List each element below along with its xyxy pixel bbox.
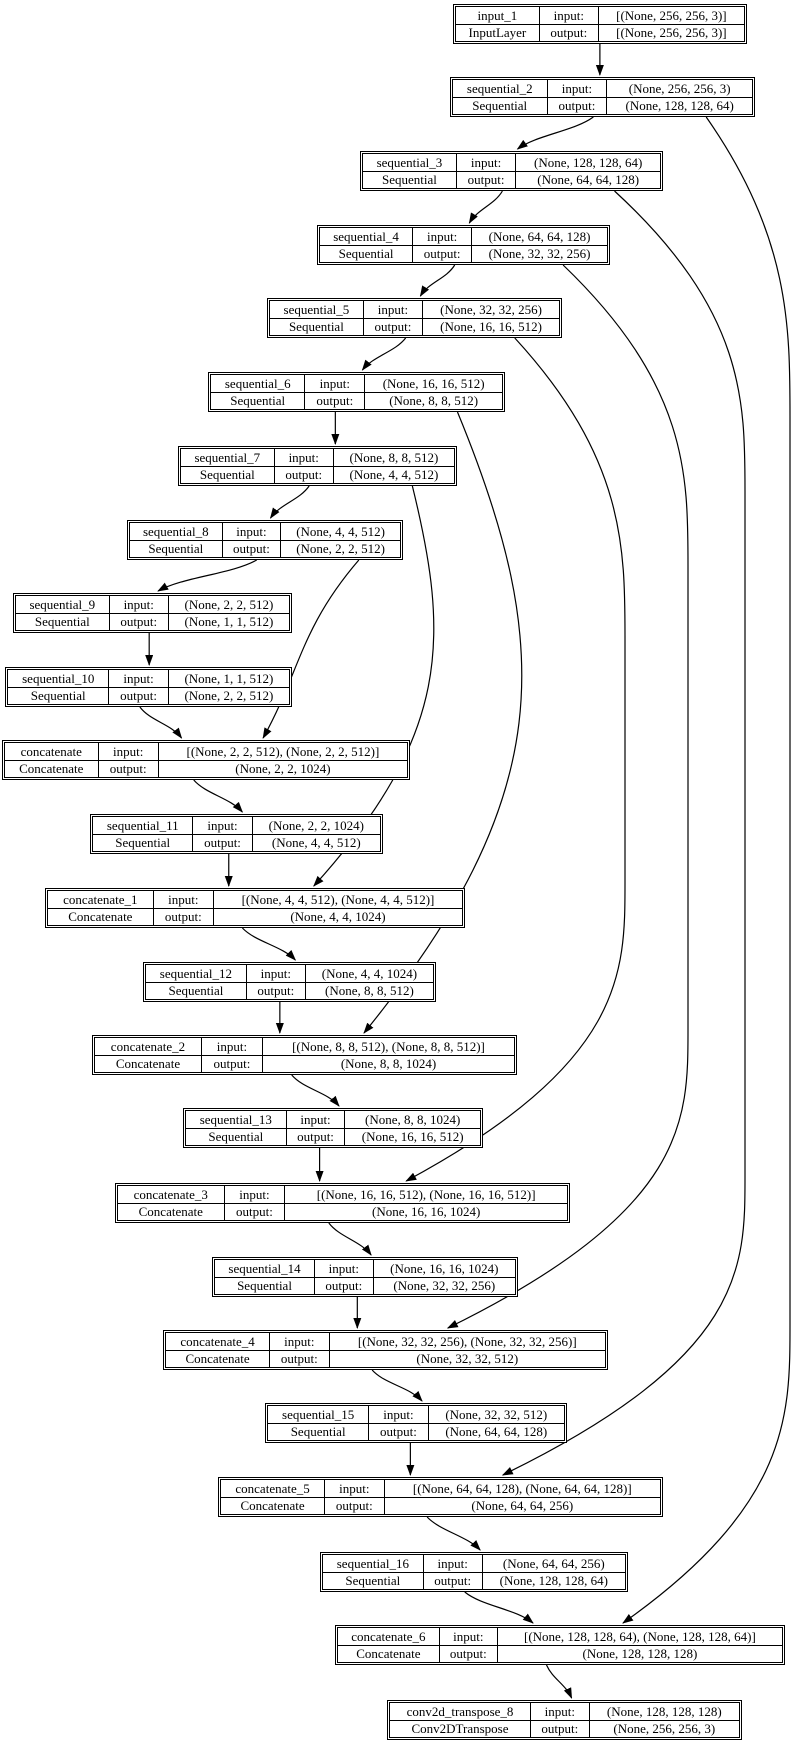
input-label-cell: input: [439,1628,497,1646]
layer-name-cell: sequential_16 [323,1555,424,1573]
edge-sequential_10-to-concatenate [140,707,182,738]
layer-name-cell: concatenate_5 [221,1480,325,1498]
layer-class-cell: Sequential [16,613,110,631]
layer-class-cell: Sequential [181,466,275,484]
output-label-cell: output: [109,687,168,705]
layer-class-cell: Concatenate [95,1055,202,1073]
layer-name-cell: sequential_4 [320,228,413,246]
input-shape-cell: [(None, 8, 8, 512), (None, 8, 8, 512)] [262,1038,514,1056]
edge-sequential_3-to-concatenate_5 [503,191,745,1475]
layer-name-cell: concatenate_1 [48,891,154,909]
input-shape-cell: (None, 8, 8, 512) [333,449,454,467]
output-label-cell: output: [193,834,252,852]
edge-concatenate-to-sequential_11 [194,780,243,812]
edge-sequential_8-to-concatenate [263,560,359,738]
layer-node-sequential_3 [360,151,663,191]
layer-name-cell: sequential_11 [93,817,193,835]
edge-concatenate_1-to-sequential_12 [242,928,295,960]
layer-record-table [145,964,434,1000]
layer-class-cell: Conv2DTranspose [390,1720,531,1738]
output-shape-cell: (None, 2, 2, 512) [168,687,289,705]
input-label-cell: input: [222,523,281,541]
input-shape-cell: (None, 2, 2, 512) [168,596,289,614]
output-label-cell: output: [413,245,472,263]
layer-node-sequential_7 [178,446,457,486]
input-label-cell: input: [286,1111,345,1129]
output-shape-cell: (None, 4, 4, 1024) [213,908,462,926]
output-label-cell: output: [286,1128,345,1146]
output-label-cell: output: [224,1203,285,1221]
input-label-cell: input: [109,596,168,614]
input-label-cell: input: [547,80,607,98]
layer-name-cell: sequential_2 [453,80,548,98]
layer-class-cell: Concatenate [166,1350,270,1368]
edge-concatenate_4-to-sequential_15 [372,1370,422,1401]
layer-name-cell: concatenate [5,743,99,761]
input-shape-cell: (None, 32, 32, 512) [428,1406,564,1424]
layer-record-table [165,1332,606,1368]
layer-class-cell: Sequential [270,318,364,336]
output-shape-cell: (None, 16, 16, 1024) [285,1203,568,1221]
edge-sequential_16-to-concatenate_6 [465,1592,533,1623]
input-label-cell: input: [423,1555,482,1573]
layer-record-table [180,448,455,484]
output-shape-cell: [(None, 256, 256, 3)] [598,24,744,42]
layer-name-cell: sequential_6 [211,375,305,393]
output-label-cell: output: [201,1055,262,1073]
output-shape-cell: (None, 32, 32, 512) [329,1350,605,1368]
output-shape-cell: (None, 8, 8, 1024) [262,1055,514,1073]
output-label-cell: output: [246,982,305,1000]
layer-class-cell: Sequential [130,540,223,558]
output-label-cell: output: [109,613,168,631]
layer-node-concatenate_4 [163,1330,608,1370]
output-label-cell: output: [274,466,333,484]
output-shape-cell: (None, 16, 16, 512) [423,318,560,336]
output-label-cell: output: [98,760,158,778]
layer-record-table [185,1110,481,1146]
layer-record-table [47,890,463,926]
layer-name-cell: sequential_13 [186,1111,287,1129]
input-shape-cell: (None, 2, 2, 1024) [252,817,380,835]
layer-class-cell: Sequential [8,687,109,705]
layer-class-cell: Concatenate [5,760,99,778]
layer-name-cell: sequential_8 [130,523,223,541]
layer-node-sequential_2 [450,77,755,117]
output-label-cell: output: [539,24,598,42]
edge-sequential_8-to-sequential_9 [158,560,257,591]
layer-node-concatenate_1 [45,888,465,928]
input-label-cell: input: [363,301,422,319]
edge-concatenate_2-to-sequential_13 [292,1075,339,1106]
layer-record-table [269,300,560,336]
output-shape-cell: (None, 8, 8, 512) [305,982,433,1000]
output-shape-cell: (None, 2, 2, 1024) [158,760,407,778]
layer-name-cell: sequential_9 [16,596,110,614]
edge-sequential_4-to-concatenate_4 [448,265,688,1328]
layer-class-cell: Concatenate [221,1497,325,1515]
edge-concatenate_3-to-sequential_14 [329,1223,371,1255]
input-shape-cell: (None, 32, 32, 256) [423,301,560,319]
output-shape-cell: (None, 128, 128, 128) [497,1645,782,1663]
layer-class-cell: Concatenate [118,1203,225,1221]
layer-node-sequential_4 [317,225,610,265]
input-shape-cell: [(None, 32, 32, 256), (None, 32, 32, 256)] [329,1333,605,1351]
input-label-cell: input: [224,1186,285,1204]
layer-class-cell: Sequential [211,392,305,410]
output-label-cell: output: [363,318,422,336]
layer-record-table [220,1479,661,1515]
output-shape-cell: (None, 16, 16, 512) [345,1128,481,1146]
input-shape-cell: (None, 16, 16, 1024) [373,1260,515,1278]
edge-sequential_5-to-sequential_6 [362,338,405,370]
layer-record-table [210,374,503,410]
layer-class-cell: InputLayer [456,24,540,42]
layer-node-sequential_15 [265,1403,567,1443]
output-shape-cell: (None, 64, 64, 256) [384,1497,660,1515]
layer-name-cell: sequential_15 [268,1406,369,1424]
input-shape-cell: (None, 128, 128, 64) [516,154,661,172]
layer-class-cell: Sequential [323,1572,424,1590]
input-label-cell: input: [325,1480,384,1498]
layer-node-sequential_11 [90,814,383,854]
layer-node-input_1 [453,4,747,44]
layer-class-cell: Sequential [215,1277,315,1295]
input-label-cell: input: [109,670,168,688]
output-shape-cell: (None, 8, 8, 512) [365,392,503,410]
output-shape-cell: (None, 2, 2, 512) [281,540,401,558]
output-shape-cell: (None, 32, 32, 256) [373,1277,515,1295]
output-shape-cell: (None, 32, 32, 256) [472,245,608,263]
input-shape-cell: (None, 64, 64, 128) [472,228,608,246]
output-shape-cell: (None, 128, 128, 64) [607,97,753,115]
input-shape-cell: [(None, 16, 16, 512), (None, 16, 16, 512)] [285,1186,568,1204]
input-label-cell: input: [456,154,515,172]
input-label-cell: input: [201,1038,262,1056]
layer-node-conv2d_transpose_8 [387,1700,742,1740]
layer-class-cell: Sequential [320,245,413,263]
layer-name-cell: sequential_5 [270,301,364,319]
output-label-cell: output: [270,1350,329,1368]
layer-class-cell: Concatenate [338,1645,440,1663]
layer-record-table [117,1185,568,1221]
layer-name-cell: input_1 [456,7,540,25]
output-label-cell: output: [153,908,213,926]
layer-record-table [319,227,608,263]
output-shape-cell: (None, 64, 64, 128) [516,171,661,189]
output-shape-cell: (None, 256, 256, 3) [589,1720,739,1738]
layer-name-cell: sequential_14 [215,1260,315,1278]
layer-record-table [15,595,290,631]
layer-record-table [389,1702,740,1738]
layer-node-sequential_14 [212,1257,518,1297]
input-label-cell: input: [315,1260,374,1278]
input-label-cell: input: [193,817,252,835]
layer-class-cell: Sequential [363,171,457,189]
output-shape-cell: (None, 128, 128, 64) [482,1572,625,1590]
output-label-cell: output: [531,1720,590,1738]
input-shape-cell: (None, 4, 4, 1024) [305,965,433,983]
layer-node-sequential_5 [267,298,562,338]
input-label-cell: input: [531,1703,590,1721]
layer-node-concatenate_3 [115,1183,570,1223]
input-label-cell: input: [369,1406,428,1424]
layer-name-cell: sequential_3 [363,154,457,172]
edge-sequential_2-to-sequential_3 [518,117,594,149]
layer-record-table [94,1037,515,1073]
layer-node-sequential_8 [127,520,403,560]
layer-name-cell: sequential_7 [181,449,275,467]
output-shape-cell: (None, 4, 4, 512) [252,834,380,852]
layer-record-table [7,669,290,705]
input-shape-cell: (None, 1, 1, 512) [168,670,289,688]
output-label-cell: output: [456,171,515,189]
input-shape-cell: [(None, 256, 256, 3)] [598,7,744,25]
layer-record-table [362,153,661,189]
output-label-cell: output: [222,540,281,558]
layer-class-cell: Sequential [268,1423,369,1441]
input-shape-cell: [(None, 2, 2, 512), (None, 2, 2, 512)] [158,743,407,761]
layer-node-sequential_13 [183,1108,483,1148]
input-label-cell: input: [305,375,365,393]
input-shape-cell: (None, 16, 16, 512) [365,375,503,393]
output-shape-cell: (None, 4, 4, 512) [333,466,454,484]
input-shape-cell: (None, 8, 8, 1024) [345,1111,481,1129]
layer-record-table [92,816,381,852]
layer-name-cell: concatenate_2 [95,1038,202,1056]
layer-name-cell: concatenate_6 [338,1628,440,1646]
layer-record-table [322,1554,626,1590]
output-shape-cell: (None, 64, 64, 128) [428,1423,564,1441]
layer-class-cell: Sequential [146,982,247,1000]
edge-sequential_3-to-sequential_4 [469,191,502,223]
output-label-cell: output: [315,1277,374,1295]
layer-name-cell: concatenate_4 [166,1333,270,1351]
layer-node-concatenate_2 [92,1035,517,1075]
input-shape-cell: (None, 256, 256, 3) [607,80,753,98]
layer-node-concatenate_5 [218,1477,663,1517]
layer-class-cell: Sequential [186,1128,287,1146]
input-shape-cell: [(None, 128, 128, 64), (None, 128, 128, 64)] [497,1628,782,1646]
input-label-cell: input: [153,891,213,909]
layer-record-table [4,742,408,778]
layer-node-sequential_16 [320,1552,628,1592]
layer-name-cell: conv2d_transpose_8 [390,1703,531,1721]
layer-class-cell: Sequential [93,834,193,852]
edge-sequential_4-to-sequential_5 [420,265,454,296]
layer-record-table [267,1405,565,1441]
layer-record-table [455,6,745,42]
input-shape-cell: (None, 4, 4, 512) [281,523,401,541]
input-label-cell: input: [98,743,158,761]
layer-record-table [129,522,401,558]
layer-node-concatenate [2,740,410,780]
layer-name-cell: sequential_10 [8,670,109,688]
layer-class-cell: Sequential [453,97,548,115]
layer-node-sequential_6 [208,372,505,412]
input-label-cell: input: [270,1333,329,1351]
layer-record-table [337,1627,783,1663]
output-label-cell: output: [325,1497,384,1515]
layer-record-table [214,1259,516,1295]
edge-concatenate_6-to-conv2d_transpose_8 [547,1665,572,1698]
output-shape-cell: (None, 1, 1, 512) [168,613,289,631]
input-label-cell: input: [274,449,333,467]
layer-record-table [452,79,753,115]
edge-sequential_2-to-concatenate_6 [623,117,790,1623]
layer-name-cell: sequential_12 [146,965,247,983]
output-label-cell: output: [423,1572,482,1590]
edge-concatenate_5-to-sequential_16 [427,1517,480,1550]
input-shape-cell: [(None, 4, 4, 512), (None, 4, 4, 512)] [213,891,462,909]
layer-name-cell: concatenate_3 [118,1186,225,1204]
input-label-cell: input: [246,965,305,983]
input-shape-cell: (None, 64, 64, 256) [482,1555,625,1573]
edge-sequential_7-to-sequential_8 [271,486,310,518]
layer-node-concatenate_6 [335,1625,785,1665]
layer-class-cell: Concatenate [48,908,154,926]
output-label-cell: output: [369,1423,428,1441]
output-label-cell: output: [439,1645,497,1663]
input-label-cell: input: [413,228,472,246]
edge-sequential_6-to-concatenate_2 [364,412,522,1033]
output-label-cell: output: [305,392,365,410]
input-shape-cell: [(None, 64, 64, 128), (None, 64, 64, 128)] [384,1480,660,1498]
input-label-cell: input: [539,7,598,25]
layer-node-sequential_9 [13,593,292,633]
output-label-cell: output: [547,97,607,115]
layer-node-sequential_10 [5,667,292,707]
layer-node-sequential_12 [143,962,436,1002]
input-shape-cell: (None, 128, 128, 128) [589,1703,739,1721]
